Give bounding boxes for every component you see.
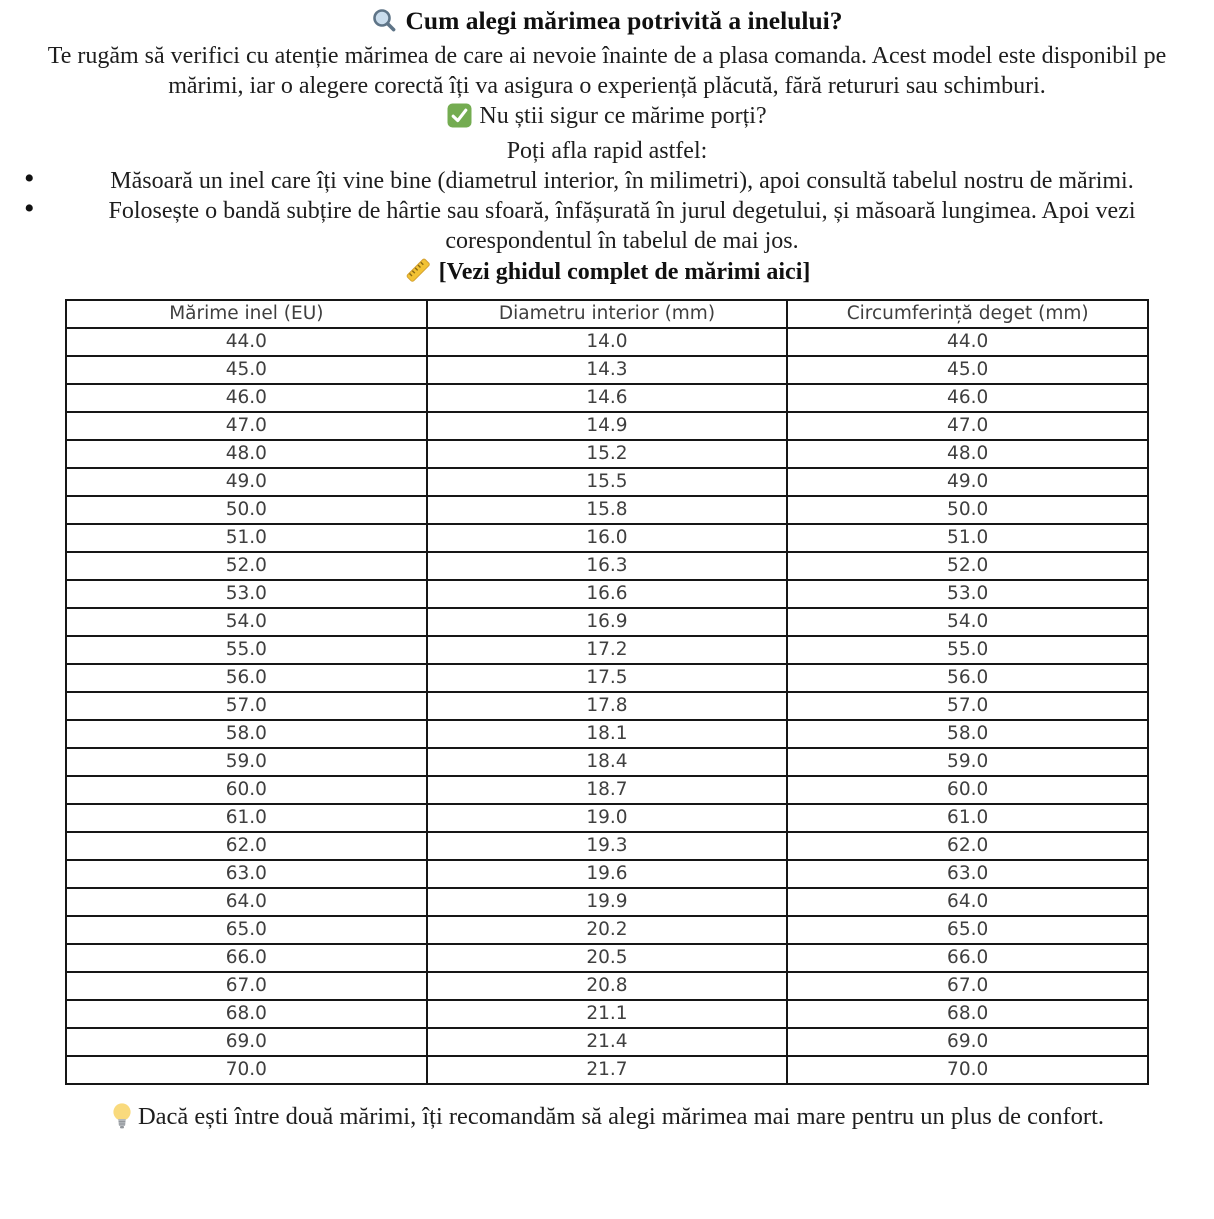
table-cell: 64.0 [66, 888, 427, 916]
table-row [66, 972, 1148, 1000]
table-row [66, 580, 1148, 608]
table-cell: 69.0 [787, 1028, 1148, 1056]
table-cell: 58.0 [787, 720, 1148, 748]
table-cell: 65.0 [787, 916, 1148, 944]
table-cell: 51.0 [66, 524, 427, 552]
table-cell: 16.6 [427, 580, 788, 608]
table-cell: 48.0 [787, 440, 1148, 468]
table-cell: 19.6 [427, 860, 788, 888]
table-row [66, 888, 1148, 916]
table-row [66, 720, 1148, 748]
table-cell: 58.0 [66, 720, 427, 748]
table-cell: 16.0 [427, 524, 788, 552]
table-cell: 16.3 [427, 552, 788, 580]
table-cell: 46.0 [787, 384, 1148, 412]
table-cell: 16.9 [427, 608, 788, 636]
table-row [66, 328, 1148, 356]
table-cell: 20.8 [427, 972, 788, 1000]
table-cell: 45.0 [787, 356, 1148, 384]
table-cell: 70.0 [787, 1056, 1148, 1084]
column-header-circumference: Circumferință deget (mm) [787, 300, 1148, 328]
table-row [66, 692, 1148, 720]
list-item: • Folosește o bandă subțire de hârtie sau sfoară, înfășurată în jurul degetului, și măsoară lungimea. Apoi vezi corespondentul în tabelul de mai jos. [0, 196, 1214, 256]
lightbulb-icon [110, 1101, 134, 1139]
size-question-line [0, 101, 1214, 136]
table-cell: 19.0 [427, 804, 788, 832]
table-cell: 19.3 [427, 832, 788, 860]
table-cell: 68.0 [787, 1000, 1148, 1028]
table-cell: 21.7 [427, 1056, 788, 1084]
table-cell: 47.0 [787, 412, 1148, 440]
table-cell: 63.0 [66, 860, 427, 888]
table-cell: 21.4 [427, 1028, 788, 1056]
ruler-icon [404, 256, 432, 292]
table-cell: 52.0 [66, 552, 427, 580]
table-row [66, 748, 1148, 776]
table-cell: 67.0 [787, 972, 1148, 1000]
table-cell: 59.0 [66, 748, 427, 776]
table-cell: 49.0 [787, 468, 1148, 496]
table-row [66, 524, 1148, 552]
table-cell: 44.0 [66, 328, 427, 356]
table-cell: 55.0 [787, 636, 1148, 664]
table-cell: 66.0 [66, 944, 427, 972]
table-cell: 46.0 [66, 384, 427, 412]
table-row [66, 384, 1148, 412]
table-cell: 14.0 [427, 328, 788, 356]
size-guide-link[interactable]: [Vezi ghidul complet de mărimi aici] [438, 259, 811, 285]
table-cell: 55.0 [66, 636, 427, 664]
table-cell: 50.0 [787, 496, 1148, 524]
table-cell: 20.5 [427, 944, 788, 972]
table-row [66, 944, 1148, 972]
table-cell: 56.0 [787, 664, 1148, 692]
table-cell: 14.6 [427, 384, 788, 412]
table-cell: 15.5 [427, 468, 788, 496]
size-guide-link-line [0, 256, 1214, 292]
table-row [66, 608, 1148, 636]
table-cell: 60.0 [66, 776, 427, 804]
table-cell: 57.0 [787, 692, 1148, 720]
table-cell: 63.0 [787, 860, 1148, 888]
size-table [65, 299, 1149, 1085]
table-cell: 68.0 [66, 1000, 427, 1028]
table-cell: 18.1 [427, 720, 788, 748]
table-cell: 14.3 [427, 356, 788, 384]
hint-intro: Poți afla rapid astfel: [506, 138, 708, 164]
table-cell: 59.0 [787, 748, 1148, 776]
table-cell: 61.0 [66, 804, 427, 832]
table-row [66, 664, 1148, 692]
column-header-size: Mărime inel (EU) [66, 300, 427, 328]
table-cell: 52.0 [787, 552, 1148, 580]
footer-note-text: Dacă ești între două mărimi, îți recomandăm să alegi mărimea mai mare pentru un plus de confort. [137, 1103, 1105, 1130]
table-cell: 51.0 [787, 524, 1148, 552]
table-cell: 47.0 [66, 412, 427, 440]
table-row [66, 916, 1148, 944]
table-cell: 17.8 [427, 692, 788, 720]
table-cell: 21.1 [427, 1000, 788, 1028]
check-icon [447, 103, 472, 136]
table-row [66, 440, 1148, 468]
table-cell: 64.0 [787, 888, 1148, 916]
column-header-diameter: Diametru interior (mm) [427, 300, 788, 328]
table-cell: 62.0 [787, 832, 1148, 860]
intro-text: Te rugăm să verifici cu atenție mărimea de care ai nevoie înainte de a plasa comanda. Acest model este disponibil pe mărimi, iar o alegere corectă îți va asigura o experiență plăcută, fără retururi sau schimburi. [47, 43, 1167, 99]
table-cell: 62.0 [66, 832, 427, 860]
table-cell: 18.7 [427, 776, 788, 804]
table-cell: 65.0 [66, 916, 427, 944]
search-icon [371, 7, 398, 41]
table-cell: 60.0 [787, 776, 1148, 804]
table-row [66, 356, 1148, 384]
table-cell: 20.2 [427, 916, 788, 944]
table-cell: 53.0 [66, 580, 427, 608]
table-row [66, 412, 1148, 440]
page-title-text: Cum alegi mărimea potrivită a inelului? [405, 6, 843, 35]
table-cell: 70.0 [66, 1056, 427, 1084]
table-row [66, 776, 1148, 804]
table-cell: 48.0 [66, 440, 427, 468]
page-title [0, 5, 1214, 41]
table-row [66, 860, 1148, 888]
table-row [66, 552, 1148, 580]
table-cell: 66.0 [787, 944, 1148, 972]
table-cell: 54.0 [66, 608, 427, 636]
table-row [66, 832, 1148, 860]
table-cell: 18.4 [427, 748, 788, 776]
table-row [66, 804, 1148, 832]
table-cell: 45.0 [66, 356, 427, 384]
size-question-text: Nu știi sigur ce mărime porți? [479, 103, 767, 129]
table-cell: 44.0 [787, 328, 1148, 356]
table-header-row [66, 300, 1148, 328]
table-row [66, 636, 1148, 664]
table-cell: 49.0 [66, 468, 427, 496]
ring-size-guide [0, 5, 1214, 1139]
table-cell: 15.2 [427, 440, 788, 468]
table-row [66, 1056, 1148, 1084]
measure-tips-list [0, 166, 1214, 256]
table-cell: 53.0 [787, 580, 1148, 608]
list-item: • Măsoară un inel care îți vine bine (diametrul interior, în milimetri), apoi consultă tabelul nostru de mărimi. [0, 166, 1214, 196]
table-cell: 67.0 [66, 972, 427, 1000]
table-row [66, 1000, 1148, 1028]
table-cell: 15.8 [427, 496, 788, 524]
size-table-body [66, 328, 1148, 1084]
table-cell: 17.5 [427, 664, 788, 692]
footer-note [0, 1101, 1214, 1139]
table-cell: 69.0 [66, 1028, 427, 1056]
table-cell: 19.9 [427, 888, 788, 916]
table-cell: 50.0 [66, 496, 427, 524]
table-row [66, 496, 1148, 524]
table-cell: 54.0 [787, 608, 1148, 636]
table-cell: 61.0 [787, 804, 1148, 832]
table-row [66, 1028, 1148, 1056]
table-cell: 56.0 [66, 664, 427, 692]
table-cell: 57.0 [66, 692, 427, 720]
table-cell: 17.2 [427, 636, 788, 664]
table-row [66, 468, 1148, 496]
table-cell: 14.9 [427, 412, 788, 440]
